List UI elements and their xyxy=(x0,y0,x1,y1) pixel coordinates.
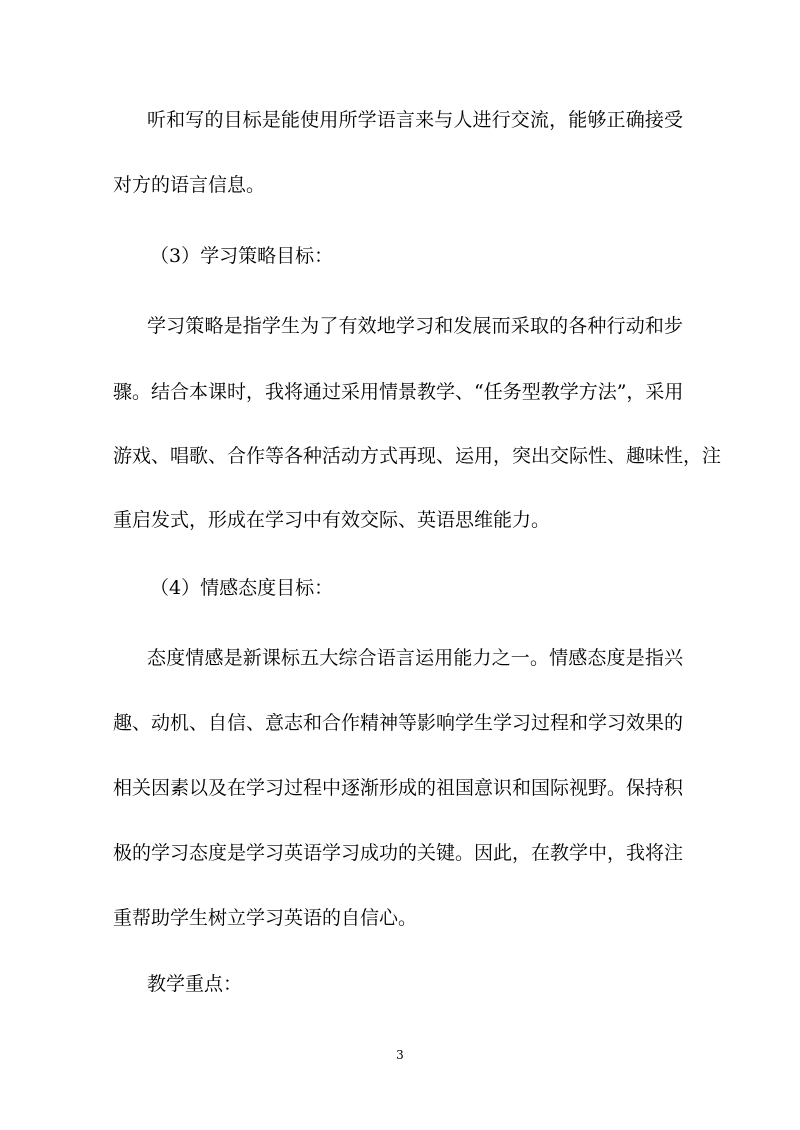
paragraph-2-line-2: 骤。结合本课时，我将通过采用情景教学、“任务型教学方法”，采用 xyxy=(113,381,684,403)
paragraph-2-line-4: 重启发式，形成在学习中有效交际、英语思维能力。 xyxy=(113,509,551,531)
paragraph-3-line-2: 趣、动机、自信、意志和合作精神等影响学生学习过程和学习效果的 xyxy=(113,712,684,734)
paragraph-2-line-3: 游戏、唱歌、合作等各种活动方式再现、运用，突出交际性、趣味性，注 xyxy=(113,445,722,467)
paragraph-2-line-1: 学习策略是指学生为了有效地学习和发展而采取的各种行动和步 xyxy=(147,315,683,337)
paragraph-3-line-4: 极的学习态度是学习英语学习成功的关键。因此，在教学中，我将注 xyxy=(113,842,684,864)
section-heading-teaching-focus: 教学重点： xyxy=(147,973,243,995)
section-heading-emotional-attitude: （4）情感态度目标： xyxy=(150,577,334,599)
page-number: 3 xyxy=(396,1048,404,1062)
paragraph-3-line-1: 态度情感是新课标五大综合语言运用能力之一。情感态度是指兴 xyxy=(147,647,683,669)
paragraph-1-line-2: 对方的语言信息。 xyxy=(113,174,266,196)
section-heading-learning-strategy: （3）学习策略目标： xyxy=(150,245,334,267)
paragraph-1-line-1: 听和写的目标是能使用所学语言来与人进行交流，能够正确接受 xyxy=(147,109,683,131)
paragraph-3-line-5: 重帮助学生树立学习英语的自信心。 xyxy=(113,907,418,929)
paragraph-3-line-3: 相关因素以及在学习过程中逐渐形成的祖国意识和国际视野。保持积 xyxy=(113,777,684,799)
